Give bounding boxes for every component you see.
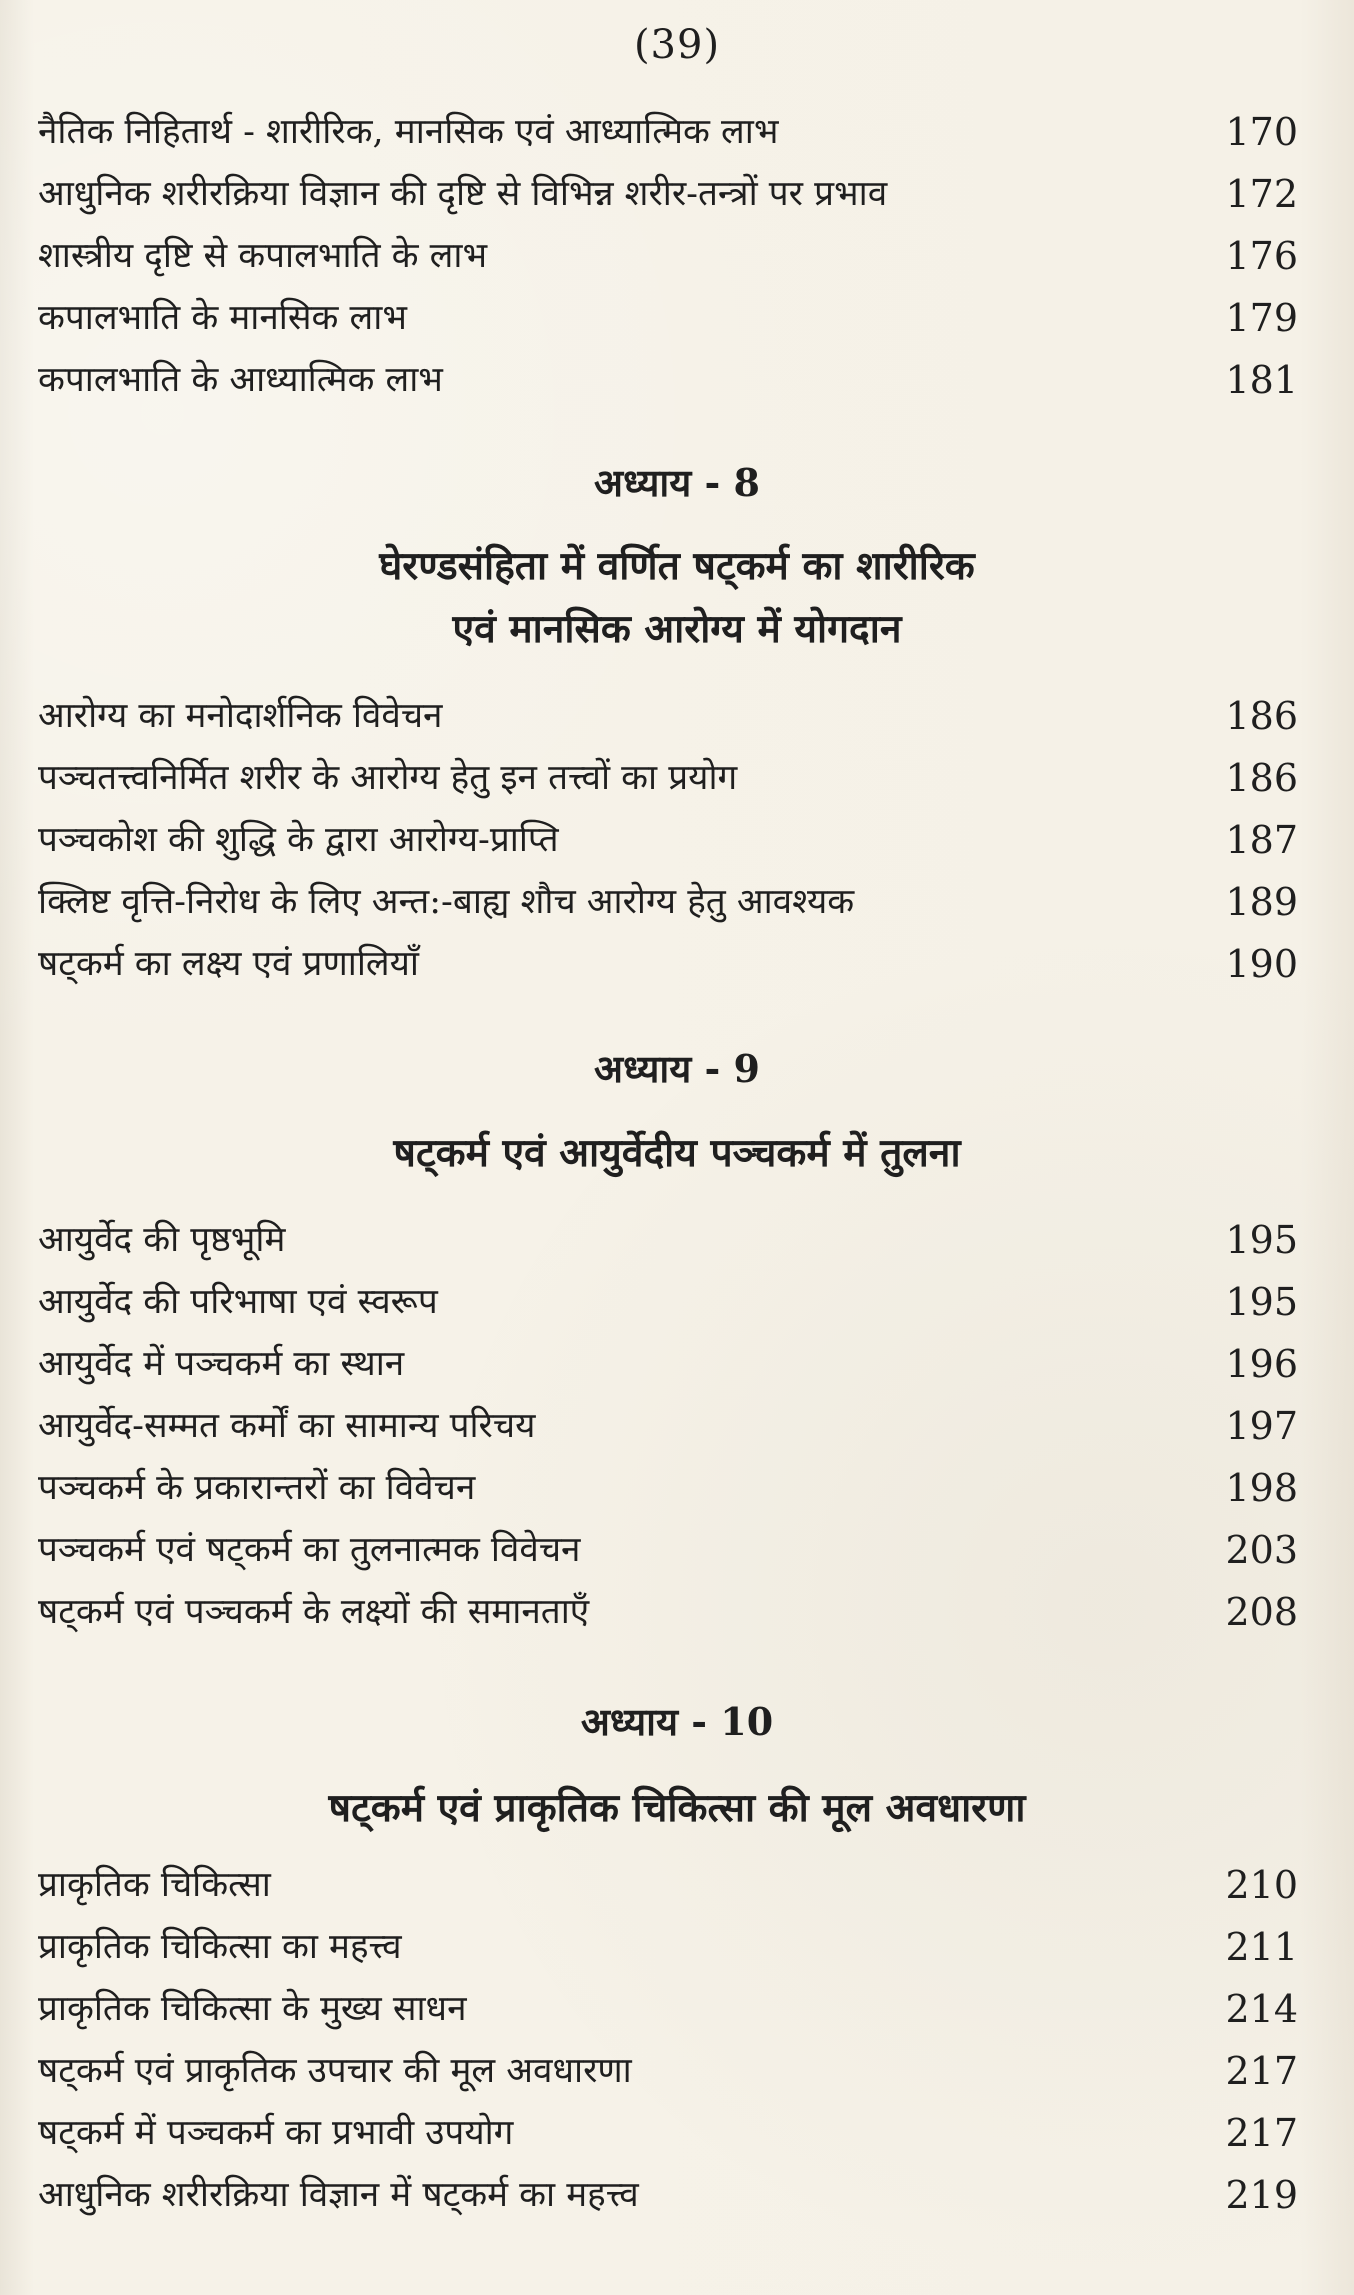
toc-entry-title: पञ्चकर्म एवं षट्कर्म का तुलनात्मक विवेचन <box>38 1530 581 1570</box>
toc-entry-page: 197 <box>1225 1404 1298 1448</box>
toc-entry-page: 214 <box>1225 1987 1298 2031</box>
toc-entry <box>38 812 1298 868</box>
chapter-label: अध्याय - 10 <box>580 1699 774 1744</box>
chapter-label: अध्याय - 9 <box>594 1046 760 1091</box>
toc-entry-title: नैतिक निहितार्थ - शारीरिक, मानसिक एवं आध्यात्मिक लाभ <box>38 112 779 152</box>
toc-entry <box>38 1522 1298 1578</box>
toc-entry-title: पञ्चकर्म के प्रकारान्तरों का विवेचन <box>38 1468 476 1508</box>
toc-entry-title: शास्त्रीय दृष्टि से कपालभाति के लाभ <box>38 236 488 276</box>
toc-entry-title: आधुनिक शरीरक्रिया विज्ञान में षट्कर्म का महत्त्व <box>38 2175 639 2215</box>
toc-entry <box>38 1460 1298 1516</box>
toc-entry <box>38 1274 1298 1330</box>
toc-entry-page: 195 <box>1225 1218 1298 1262</box>
chapter-heading: षट्कर्म एवं आयुर्वेदीय पञ्चकर्म में तुलना <box>393 1130 961 1176</box>
toc-entry-title: षट्कर्म एवं पञ्चकर्म के लक्ष्यों की समानताएँ <box>38 1592 590 1632</box>
chapter-heading-line-1: घेरण्डसंहिता में वर्णित षट्कर्म का शारीरिक <box>379 543 975 589</box>
toc-entry <box>38 1584 1298 1640</box>
toc-entry-page: 176 <box>1225 234 1298 278</box>
toc-entry-title: षट्कर्म एवं प्राकृतिक उपचार की मूल अवधारणा <box>38 2051 632 2091</box>
toc-entry-title: प्राकृतिक चिकित्सा के मुख्य साधन <box>38 1989 467 2029</box>
toc-entry-title: प्राकृतिक चिकित्सा <box>38 1865 271 1905</box>
toc-entry-page: 186 <box>1225 756 1298 800</box>
toc-entry-page: 187 <box>1225 818 1298 862</box>
toc-entry-title: आयुर्वेद की पृष्ठभूमि <box>38 1220 286 1260</box>
toc-entry-title: आधुनिक शरीरक्रिया विज्ञान की दृष्टि से विभिन्न शरीर-तन्त्रों पर प्रभाव <box>38 174 888 214</box>
toc-entry <box>38 1336 1298 1392</box>
toc-entry-page: 203 <box>1225 1528 1298 1572</box>
toc-entry <box>38 1919 1298 1975</box>
chapter-heading: षट्कर्म एवं प्राकृतिक चिकित्सा की मूल अवधारणा <box>328 1785 1026 1831</box>
toc-entry-title: षट्कर्म का लक्ष्य एवं प्रणालियाँ <box>38 944 419 984</box>
toc-entry-page: 198 <box>1225 1466 1298 1510</box>
toc-entry-page: 172 <box>1225 172 1298 216</box>
chapter-heading-line-2: एवं मानसिक आरोग्य में योगदान <box>452 606 902 652</box>
toc-entry <box>38 936 1298 992</box>
toc-entry <box>38 2105 1298 2161</box>
toc-entry-title: प्राकृतिक चिकित्सा का महत्त्व <box>38 1927 402 1967</box>
toc-entry-title: कपालभाति के मानसिक लाभ <box>38 298 407 338</box>
toc-entry <box>38 290 1298 346</box>
toc-entry-page: 217 <box>1225 2049 1298 2093</box>
toc-entry <box>38 2043 1298 2099</box>
toc-entry-page: 179 <box>1225 296 1298 340</box>
toc-entry-page: 210 <box>1225 1863 1298 1907</box>
toc-entry-page: 189 <box>1225 880 1298 924</box>
toc-entry-page: 217 <box>1225 2111 1298 2155</box>
toc-entry <box>38 228 1298 284</box>
toc-entry-title: कपालभाति के आध्यात्मिक लाभ <box>38 360 443 400</box>
toc-entry-page: 186 <box>1225 694 1298 738</box>
toc-entry-title: पञ्चतत्त्वनिर्मित शरीर के आरोग्य हेतु इन तत्त्वों का प्रयोग <box>38 758 738 798</box>
toc-entry <box>38 750 1298 806</box>
toc-entry-page: 208 <box>1225 1590 1298 1634</box>
toc-entry-title: आयुर्वेद की परिभाषा एवं स्वरूप <box>38 1282 438 1322</box>
toc-entry <box>38 2167 1298 2223</box>
toc-entry <box>38 1398 1298 1454</box>
toc-entry <box>38 1212 1298 1268</box>
toc-entry <box>38 688 1298 744</box>
toc-entry-title: आरोग्य का मनोदार्शनिक विवेचन <box>38 696 443 736</box>
toc-entry-page: 211 <box>1225 1925 1298 1969</box>
toc-entry-page: 181 <box>1225 358 1298 402</box>
toc-entry <box>38 166 1298 222</box>
toc-entry <box>38 352 1298 408</box>
toc-entry <box>38 1857 1298 1913</box>
page-number: (39) <box>633 22 721 68</box>
toc-entry <box>38 874 1298 930</box>
toc-entry-title: षट्कर्म में पञ्चकर्म का प्रभावी उपयोग <box>38 2113 514 2153</box>
toc-entry-page: 190 <box>1225 942 1298 986</box>
toc-entry-page: 170 <box>1225 110 1298 154</box>
toc-entry <box>38 1981 1298 2037</box>
toc-entry-title: आयुर्वेद-सम्मत कर्मों का सामान्य परिचय <box>38 1406 536 1446</box>
toc-entry-page: 219 <box>1225 2173 1298 2217</box>
toc-entry-page: 195 <box>1225 1280 1298 1324</box>
chapter-label: अध्याय - 8 <box>594 460 760 505</box>
toc-entry-title: पञ्चकोश की शुद्धि के द्वारा आरोग्य-प्राप्ति <box>38 820 559 860</box>
toc-entry-title: आयुर्वेद में पञ्चकर्म का स्थान <box>38 1344 405 1384</box>
toc-entry-page: 196 <box>1225 1342 1298 1386</box>
toc-entry <box>38 104 1298 160</box>
toc-entry-title: क्लिष्ट वृत्ति-निरोध के लिए अन्त:-बाह्य शौच आरोग्य हेतु आवश्यक <box>38 882 855 922</box>
